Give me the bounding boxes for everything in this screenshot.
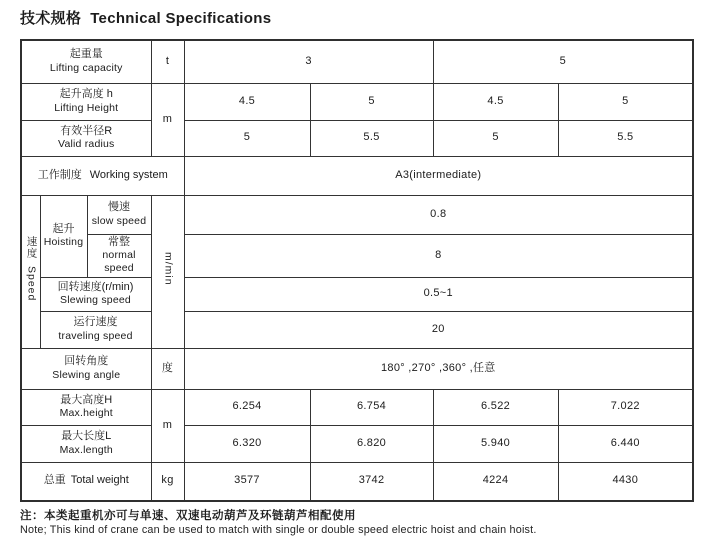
footnote — [20, 507, 698, 536]
valid-radius-value: 5.5 — [310, 120, 433, 156]
slow-speed-label-en: slow speed — [91, 214, 147, 227]
max-height-value: 6.522 — [433, 389, 558, 425]
valid-radius-label-en: Valid radius — [58, 138, 115, 151]
normal-speed-label-zh: 常整 — [108, 235, 130, 248]
max-height-value: 6.254 — [184, 389, 310, 425]
slewing-angle-label-en: Slewing angle — [52, 368, 121, 381]
lifting-capacity-value-3t: 3 — [184, 40, 433, 83]
row-max-height — [21, 389, 693, 425]
row-valid-radius — [21, 120, 693, 156]
slewing-angle-unit: 度 — [151, 348, 184, 389]
lifting-height-value: 4.5 — [184, 83, 310, 120]
footnote-en: Note; This kind of crane can be used to match with single or double speed electric hoist and chain hoist. — [20, 524, 537, 536]
lifting-height-value: 5 — [310, 83, 433, 120]
lifting-capacity-value-5t: 5 — [433, 40, 693, 83]
total-weight-label — [21, 462, 151, 501]
normal-speed-value: 8 — [184, 234, 693, 277]
max-height-label-zh: 最大高度H — [60, 393, 113, 406]
height-radius-unit: m — [151, 83, 184, 156]
slewing-angle-label — [21, 348, 151, 389]
max-height-label — [21, 389, 151, 425]
max-length-label — [21, 425, 151, 462]
max-height-value: 6.754 — [310, 389, 433, 425]
row-slow-speed — [21, 195, 693, 234]
row-total-weight — [21, 462, 693, 501]
working-system-label — [21, 156, 184, 195]
slewing-speed-label-en: Slewing speed — [60, 294, 131, 307]
working-system-value: A3(intermediate) — [184, 156, 693, 195]
max-length-value: 6.440 — [558, 425, 693, 462]
row-slewing-angle — [21, 348, 693, 389]
speed-group-label — [21, 195, 40, 348]
lifting-capacity-label — [21, 40, 151, 83]
valid-radius-label-zh: 有效半径R — [60, 124, 113, 137]
slewing-angle-label-zh: 回转角度 — [64, 355, 109, 368]
total-weight-value: 4224 — [433, 462, 558, 501]
page-title — [20, 7, 698, 28]
page-title-zh: 技术规格 — [20, 10, 82, 27]
traveling-speed-label-zh: 运行速度 — [73, 316, 118, 329]
max-height-value: 7.022 — [558, 389, 693, 425]
total-weight-value: 4430 — [558, 462, 693, 501]
total-weight-unit: kg — [151, 462, 184, 501]
footnote-zh: 注：本类起重机亦可与单速、双速电动葫芦及环链葫芦相配使用 — [20, 510, 356, 522]
speed-unit — [151, 195, 184, 348]
lifting-height-label — [21, 83, 151, 120]
max-length-value: 6.320 — [184, 425, 310, 462]
slewing-angle-value: 180° ,270° ,360° ,任意 — [184, 348, 693, 389]
valid-radius-value: 5.5 — [558, 120, 693, 156]
valid-radius-value: 5 — [433, 120, 558, 156]
max-length-value: 6.820 — [310, 425, 433, 462]
slewing-speed-label — [40, 277, 151, 311]
speed-unit-text: m/min — [162, 252, 175, 286]
max-length-label-zh: 最大长度L — [61, 430, 112, 443]
lifting-height-label-en: Lifting Height — [54, 101, 119, 114]
traveling-speed-label — [40, 311, 151, 348]
traveling-speed-value: 20 — [184, 311, 693, 348]
page-title-en: Technical Specifications — [90, 10, 272, 27]
row-traveling-speed — [21, 311, 693, 348]
row-lifting-height — [21, 83, 693, 120]
slow-speed-label — [87, 195, 151, 234]
speed-group-label-en: Speed — [25, 266, 38, 302]
row-normal-speed — [21, 234, 693, 277]
technical-specifications-table — [20, 39, 694, 502]
normal-speed-label-en: normal speed — [102, 249, 136, 275]
slewing-speed-label-zh: 回转速度(r/min) — [57, 280, 134, 293]
slow-speed-label-zh: 慢速 — [108, 201, 130, 214]
row-lifting-capacity — [21, 40, 693, 83]
lifting-capacity-label-en: Lifting capacity — [49, 62, 123, 75]
hoisting-label — [40, 195, 87, 277]
lifting-height-label-zh: 起升高度 h — [59, 88, 113, 101]
row-working-system — [21, 156, 693, 195]
hoisting-label-en: Hoisting — [43, 236, 84, 249]
row-max-length — [21, 425, 693, 462]
hoisting-label-zh: 起升 — [52, 222, 75, 235]
traveling-speed-label-en: traveling speed — [58, 329, 133, 342]
lifting-height-value: 4.5 — [433, 83, 558, 120]
row-slewing-speed — [21, 277, 693, 311]
total-weight-label-zh: 总重 — [43, 474, 66, 487]
lifting-height-value: 5 — [558, 83, 693, 120]
lifting-capacity-unit: t — [151, 40, 184, 83]
max-height-label-en: Max.height — [59, 407, 113, 420]
normal-speed-label — [87, 234, 151, 277]
valid-radius-value: 5 — [184, 120, 310, 156]
total-weight-value: 3577 — [184, 462, 310, 501]
lifting-capacity-label-zh: 起重量 — [69, 48, 103, 61]
valid-radius-label — [21, 120, 151, 156]
working-system-label-zh: 工作制度 — [37, 168, 82, 181]
slewing-speed-value: 0.5~1 — [184, 277, 693, 311]
total-weight-value: 3742 — [310, 462, 433, 501]
total-weight-label-en: Total weight — [70, 474, 129, 487]
working-system-label-en: Working system — [89, 168, 168, 181]
slow-speed-value: 0.8 — [184, 195, 693, 234]
speed-group-label-zh: 速度 — [25, 236, 38, 260]
max-dimensions-unit: m — [151, 389, 184, 462]
max-length-value: 5.940 — [433, 425, 558, 462]
max-length-label-en: Max.length — [59, 443, 113, 456]
